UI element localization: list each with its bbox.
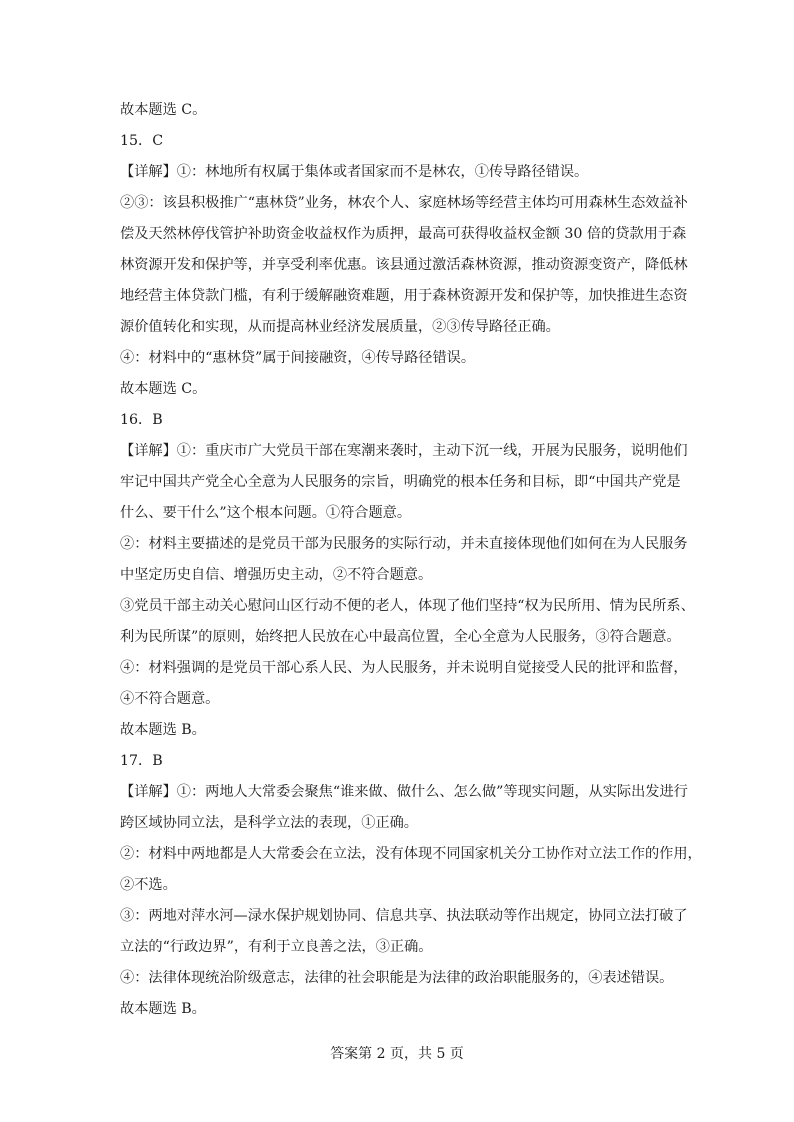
text-line: 利为民所谋”的原则，始终把人民放在心中最高位置，全心全意为人民服务，③符合题意。 [120,629,681,645]
text-line: 牢记中国共产党全心全意为人民服务的宗旨，明确党的根本任务和目标，即“中国共产党是 [120,474,681,490]
text-line: ④：材料强调的是党员干部心系人民、为人民服务，并未说明自觉接受人民的批评和监督， [120,660,688,676]
text-line: 中坚定历史自信、增强历史主动，②不符合题意。 [120,567,433,583]
text-line: 故本题选 C。 [120,102,207,118]
answer-content [120,100,702,1030]
text-line: ④：材料中的“惠林贷”属于间接融资，④传导路径错误。 [120,350,476,366]
text-line: ④：法律体现统治阶级意志，法律的社会职能是为法律的政治职能服务的，④表述错误。 [120,970,674,986]
text-line: 故本题选 C。 [120,381,207,397]
text-line: 什么、要干什么”这个根本问题。①符合题意。 [120,505,412,521]
text-line: ②③：该县积极推广“惠林贷”业务，林农个人、家庭林场等经营主体均可用森林生态效益补 [120,195,688,211]
text-line: ②：材料主要描述的是党员干部为民服务的实际行动，并未直接体现他们如何在为人民服务 [120,536,688,552]
text-line: ③：两地对萍水河—渌水保护规划协同、信息共享、执法联动等作出规定，协同立法打破了 [120,908,688,924]
question-number: 15．C [120,133,164,149]
page-footer: 答案第 2 页，共 5 页 [330,1046,464,1062]
text-line: ②不选。 [120,877,177,893]
text-line: 跨区域协同立法，是科学立法的表现，①正确。 [120,815,418,831]
text-line: 源价值转化和实现，从而提高林业经济发展质量，②③传导路径正确。 [120,319,560,335]
text-line: 偿及天然林停伐管护补助资金收益权作为质押，最高可获得收益权金额 30 倍的贷款用于森 [120,226,687,242]
text-line: 【详解】①：两地人大常委会聚焦“谁来做、做什么、怎么做”等现实问题，从实际出发进行 [120,784,688,800]
question-number: 17．B [120,753,163,769]
text-line: 故本题选 B。 [120,722,206,738]
text-line: 立法的“行政边界”，有利于立良善之法，③正确。 [120,939,433,955]
text-line: ②：材料中两地都是人大常委会在立法，没有体现不同国家机关分工协作对立法工作的作用， [120,846,702,862]
text-line: 【详解】①：林地所有权属于集体或者国家而不是林农，①传导路径错误。 [120,164,589,180]
text-line: ③党员干部主动关心慰问山区行动不便的老人，体现了他们坚持“权为民所用、情为民所系、 [120,598,695,614]
text-line: ④不符合题意。 [120,691,220,707]
text-line: 地经营主体贷款门槛，有利于缓解融资难题，用于森林资源开发和保护等，加快推进生态资 [120,288,688,304]
text-line: 林资源开发和保护等，并享受利率优惠。该县通过激活森林资源，推动资源变资产，降低林 [120,257,688,273]
question-number: 16．B [120,412,163,428]
text-line: 故本题选 B。 [120,1001,206,1017]
text-line: 【详解】①：重庆市广大党员干部在寒潮来袭时，主动下沉一线，开展为民服务，说明他们 [120,443,688,459]
